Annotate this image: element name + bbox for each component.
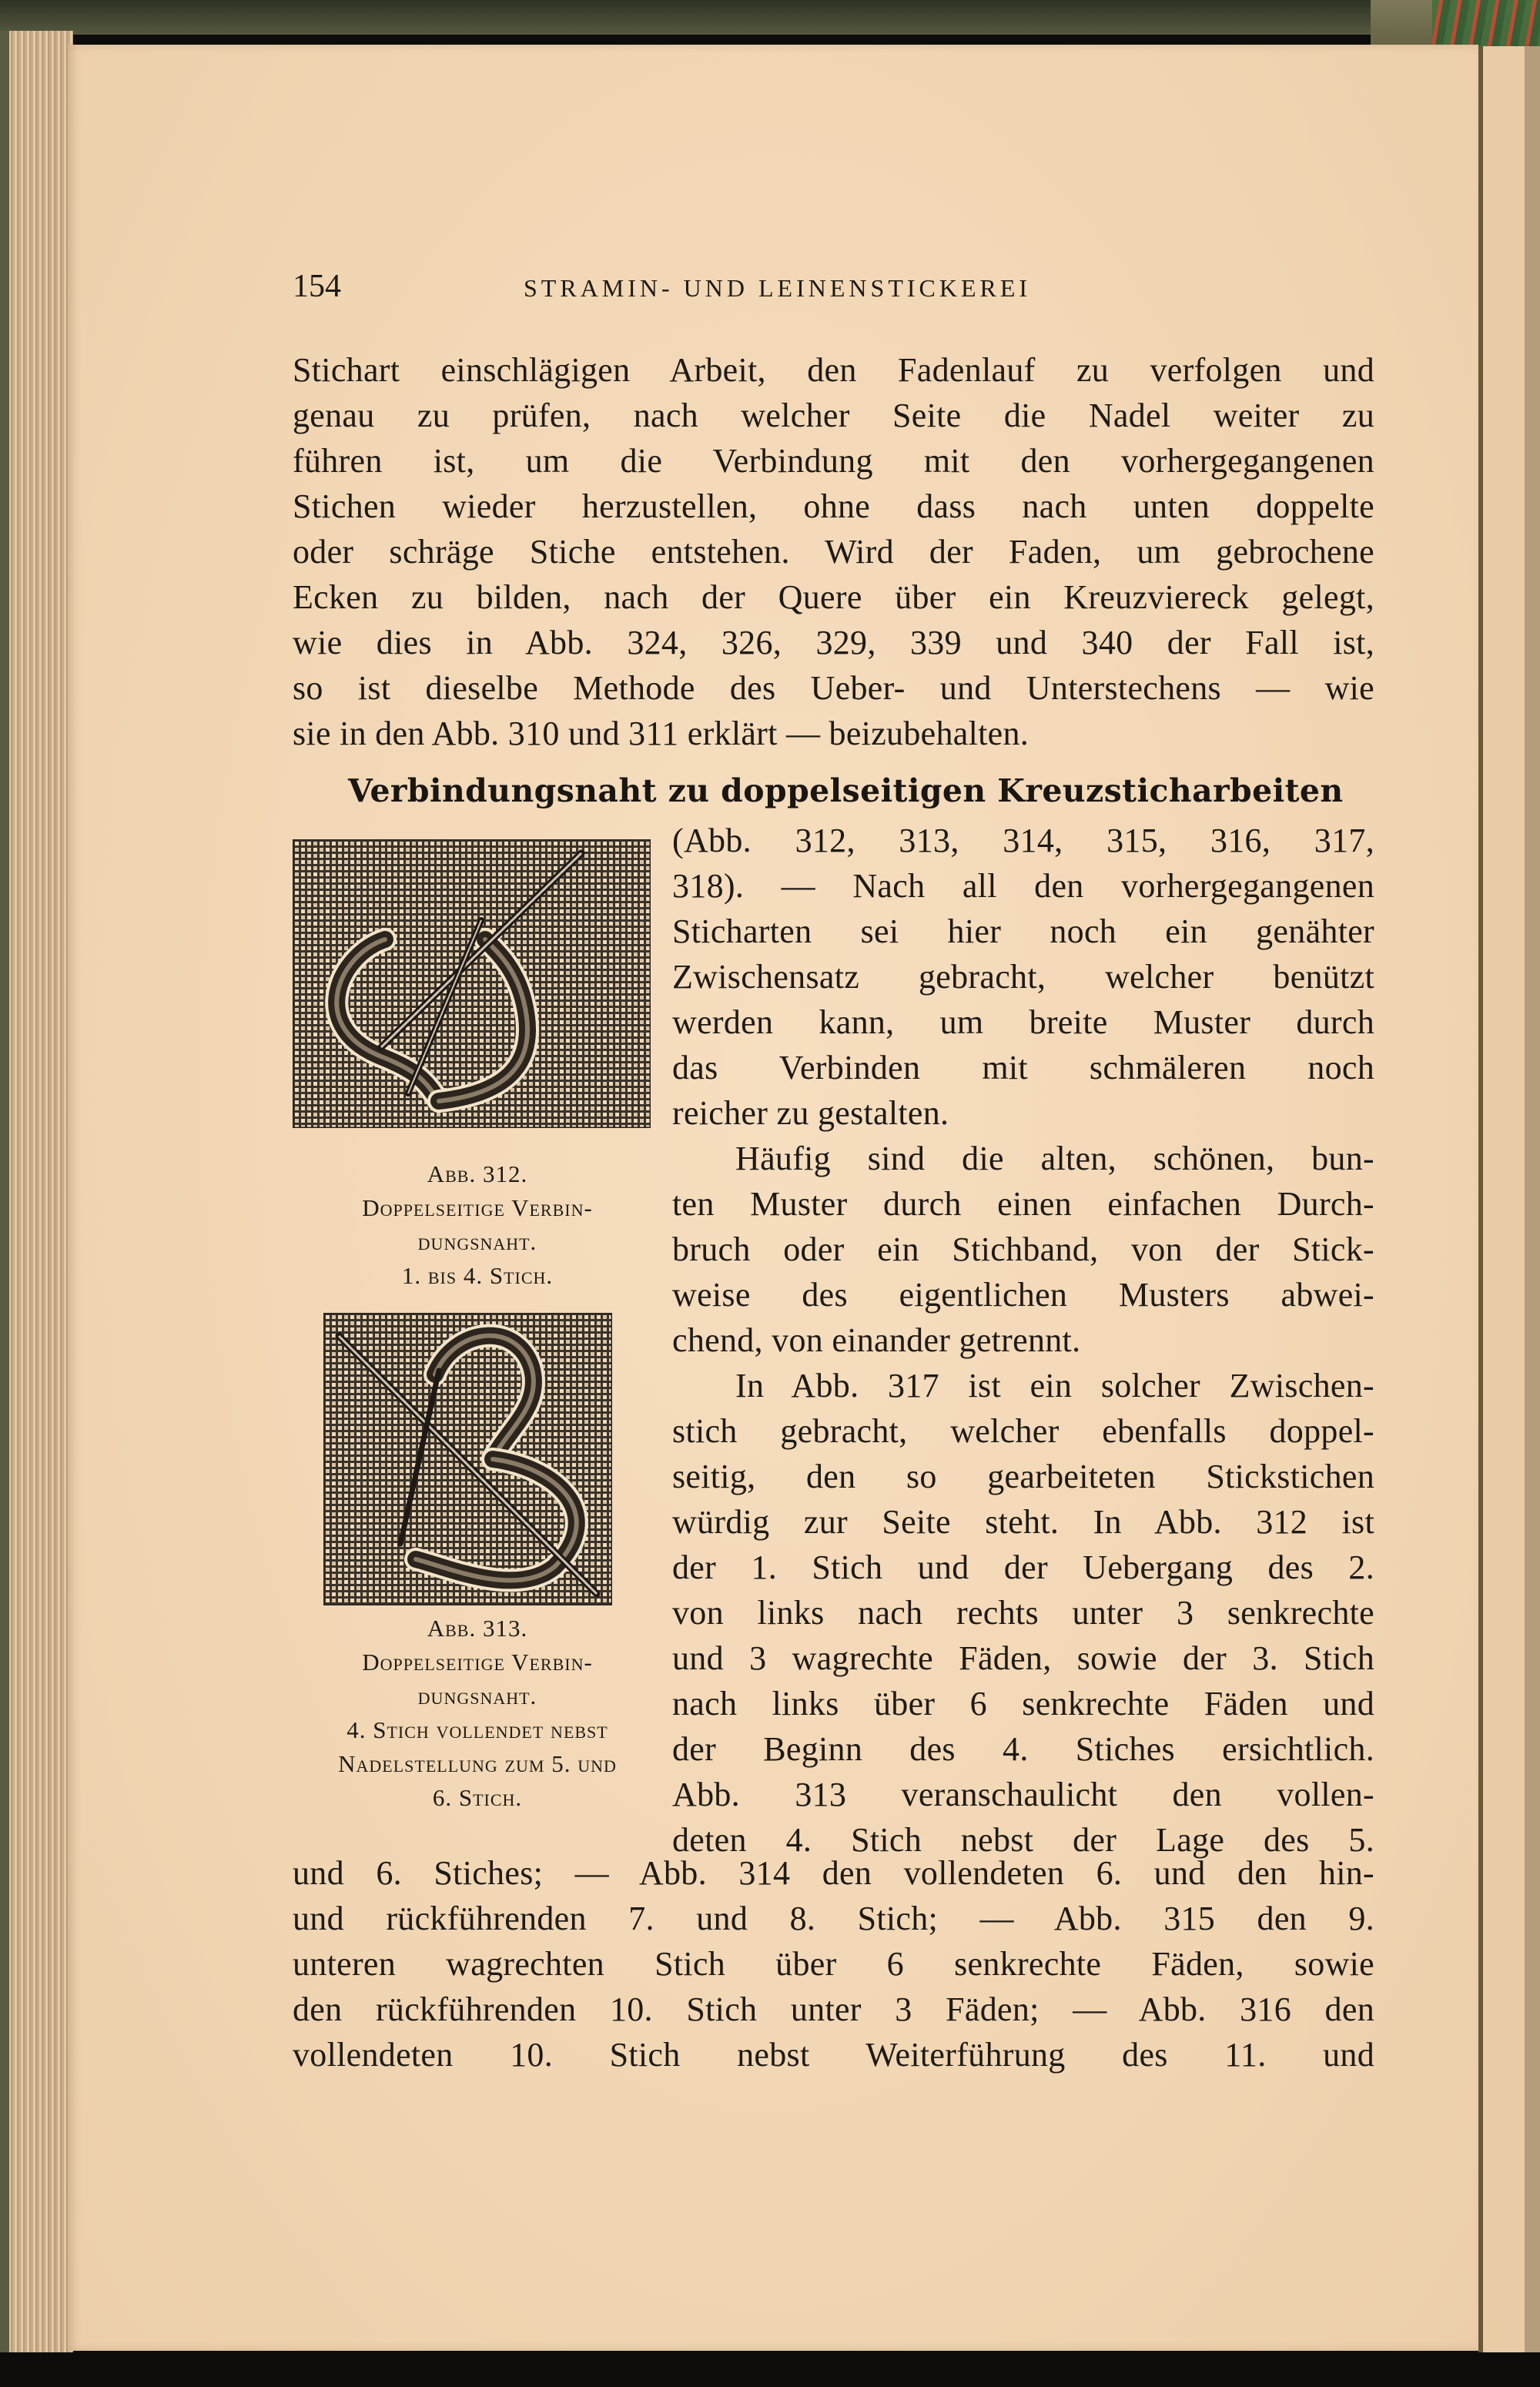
caption-line: Doppelseitige Verbin-	[362, 1194, 593, 1221]
text-line: wie dies in Abb. 324, 326, 329, 339 und 340 der Fall ist,	[293, 624, 1374, 661]
text-line: der 1. Stich und der Uebergang des 2.	[672, 1548, 1374, 1586]
caption-line: Abb. 312.	[427, 1160, 528, 1187]
text-line: und rückführenden 7. und 8. Stich; — Abb. 315 den 9.	[293, 1900, 1374, 1937]
text-line: und 3 wagrechte Fäden, sowie der 3. Stich	[672, 1639, 1374, 1677]
caption-line: Nadelstellung zum 5. und	[338, 1750, 617, 1777]
text-line: genau zu prüfen, nach welcher Seite die Nadel weiter zu	[293, 397, 1374, 434]
figure-312-caption	[293, 1157, 662, 1293]
caption-line: dungsnaht.	[417, 1228, 537, 1255]
book-cover-left	[0, 31, 9, 2356]
text-line: stich gebracht, welcher ebenfalls doppel-	[672, 1412, 1374, 1450]
text-line: so ist dieselbe Methode des Ueber- und Unterstechens — wie	[293, 669, 1374, 707]
text-line: und 6. Stiches; — Abb. 314 den vollendeten 6. und den hin-	[293, 1854, 1374, 1892]
text-line: Zwischensatz gebracht, welcher benützt	[672, 958, 1374, 996]
text-line: Stichart einschlägigen Arbeit, den Fadenlauf zu verfolgen und	[293, 351, 1374, 389]
text-line: deten 4. Stich nebst der Lage des 5.	[672, 1821, 1374, 1859]
text-line: 318). — Nach all den vorhergegangenen	[672, 867, 1374, 905]
text-line: Häufig sind die alten, schönen, bun-	[735, 1140, 1374, 1177]
text-line: Sticharten sei hier noch ein genähter	[672, 912, 1374, 950]
text-line: vollendeten 10. Stich nebst Weiterführung des 11. und	[293, 2036, 1374, 2074]
text-line: führen ist, um die Verbindung mit den vorhergegangenen	[293, 442, 1374, 480]
text-line: Ecken zu bilden, nach der Quere über ein Kreuzviereck gelegt,	[293, 578, 1374, 616]
text-line: weise des eigentlichen Musters abwei-	[672, 1276, 1374, 1314]
text-line: (Abb. 312, 313, 314, 315, 316, 317,	[672, 822, 1374, 859]
figure-313-caption	[312, 1612, 643, 1815]
text-line: der Beginn des 4. Stiches ersichtlich.	[672, 1730, 1374, 1768]
text-line: reicher zu gestalten.	[672, 1094, 949, 1132]
book-cover-top	[0, 0, 1386, 35]
caption-line: 6. Stich.	[432, 1784, 523, 1811]
caption-line: Doppelseitige Verbin-	[362, 1649, 593, 1676]
page-edge-right	[1478, 46, 1540, 2356]
caption-line: 4. Stich vollendet nebst	[346, 1716, 608, 1743]
text-line: werden kann, um breite Muster durch	[672, 1003, 1374, 1041]
running-title: STRAMIN- UND LEINENSTICKEREI	[524, 274, 1032, 302]
figure-313-illustration	[323, 1313, 612, 1605]
text-line: In Abb. 317 ist ein solcher Zwischen-	[735, 1367, 1374, 1404]
section-heading: Verbindungsnaht zu doppelseitigen Kreuzsticharbeiten	[348, 772, 1344, 809]
text-line: von links nach rechts unter 3 senkrechte	[672, 1594, 1374, 1632]
caption-line: 1. bis 4. Stich.	[401, 1262, 554, 1289]
figure-312-illustration	[293, 839, 651, 1128]
text-line: Stichen wieder herzustellen, ohne dass nach unten doppelte	[293, 487, 1374, 525]
text-line: bruch oder ein Stichband, von der Stick-	[672, 1230, 1374, 1268]
caption-line: Abb. 313.	[427, 1615, 528, 1642]
text-line: den rückführenden 10. Stich unter 3 Fäden; — Abb. 316 den	[293, 1990, 1374, 2028]
scan-background	[0, 2352, 1540, 2387]
text-line: das Verbinden mit schmäleren noch	[672, 1049, 1374, 1086]
text-line: nach links über 6 senkrechte Fäden und	[672, 1685, 1374, 1722]
page-edges-left	[0, 31, 73, 2356]
page-number: 154	[293, 269, 341, 304]
text-line: Abb. 313 veranschaulicht den vollen-	[672, 1776, 1374, 1813]
text-line: würdig zur Seite steht. In Abb. 312 ist	[672, 1503, 1374, 1541]
text-line: ten Muster durch einen einfachen Durch-	[672, 1185, 1374, 1223]
text-line: seitig, den so gearbeiteten Stickstichen	[672, 1458, 1374, 1495]
text-line: unteren wagrechten Stich über 6 senkrechte Fäden, sowie	[293, 1945, 1374, 1983]
text-line: chend, von einander getrennt.	[672, 1321, 1081, 1359]
caption-line: dungsnaht.	[417, 1682, 537, 1709]
text-line: sie in den Abb. 310 und 311 erklärt — beizubehalten.	[293, 715, 1029, 752]
text-line: oder schräge Stiche entstehen. Wird der Faden, um gebrochene	[293, 533, 1374, 571]
